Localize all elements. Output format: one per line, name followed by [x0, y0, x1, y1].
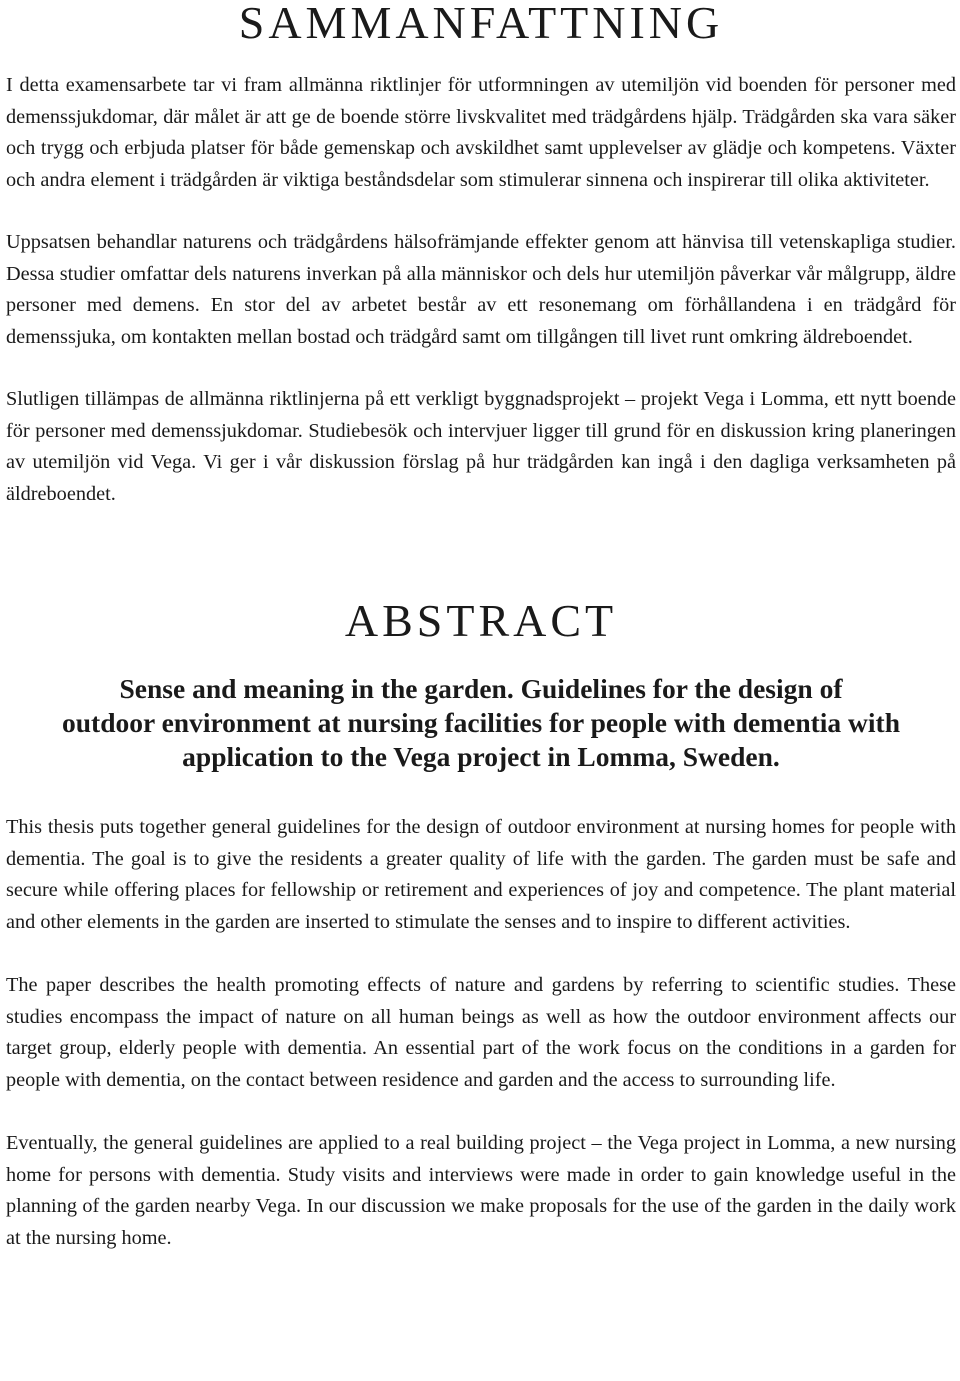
abstract-paragraph-3: Eventually, the general guidelines are applied to a real building project – the Vega project in Lomma, a new nursing home for persons with dementia. Study visits and interviews were made in order to gain knowledge useful in the planning of the garden nearby Vega. In our discussion we make proposals for the use of the garden in the daily work at the nursing home. [6, 1132, 956, 1249]
thesis-title-line-3: application to the Vega project in Lomma, Sweden. [182, 741, 780, 772]
summary-paragraph-1: I detta examensarbete tar vi fram allmänna riktlinjer för utformningen av utemiljön vid boenden för personer med demenssjukdomar, där målet är att ge de boende större livskvalitet med trädgårdens hjälp. Trädgården ska vara säker och trygg och erbjuda platser för både gemenskap och avskildhet samt upplevelser av glädje och kompetens. Växter och andra element i trädgården är viktiga beståndsdelar som stimulerar sinnena och inspirerar till olika aktiviteter. [6, 74, 956, 191]
thesis-title-line-1: Sense and meaning in the garden. Guidelines for the design of [119, 673, 843, 704]
abstract-heading: ABSTRACT [344, 595, 618, 646]
abstract-paragraph-2: The paper describes the health promoting effects of nature and gardens by referring to scientific studies. These studies encompass the impact of nature on all human beings as well as how the outdoor environment affects our target group, elderly people with dementia. An essential part of the work focus on the conditions in a garden for people with dementia, on the contact between residence and garden and the access to surrounding life. [6, 974, 956, 1091]
summary-paragraph-3: Slutligen tillämpas de allmänna riktlinjerna på ett verkligt byggnadsprojekt – projekt Vega i Lomma, ett nytt boende för personer med demenssjukdomar. Studiebesök och intervjuer ligger till grund för en diskussion kring planeringen av utemiljön vid Vega. Vi ger i vår diskussion förslag på hur trädgården kan ingå i den dagliga verksamheten på äldreboendet. [6, 388, 956, 505]
abstract-paragraph-1: This thesis puts together general guidelines for the design of outdoor environment at nursing homes for people with dementia. The goal is to give the residents a greater quality of life with the garden. The garden must be safe and secure while offering places for fellowship or retirement and experiences of joy and competence. The plant material and other elements in the garden are inserted to stimulate the senses and to inspire to different activities. [6, 816, 956, 933]
summary-heading: SAMMANFATTNING [238, 0, 724, 48]
summary-section [6, 70, 956, 510]
thesis-title-line-2: outdoor environment at nursing facilities for people with dementia with [62, 707, 900, 738]
thesis-title [6, 672, 956, 774]
summary-paragraph-2: Uppsatsen behandlar naturens och trädgårdens hälsofrämjande effekter genom att hänvisa till vetenskapliga studier. Dessa studier omfattar dels naturens inverkan på alla människor och dels hur utemiljön påverkar vår målgrupp, äldre personer med demens. En stor del av arbetet består av ett resonemang om förhållandena i en trädgård för demenssjuka, om kontakten mellan bostad och trädgård samt om tillgången till livet runt omkring äldreboendet. [6, 231, 956, 348]
abstract-section [6, 812, 956, 1254]
document-page [6, 0, 956, 1254]
